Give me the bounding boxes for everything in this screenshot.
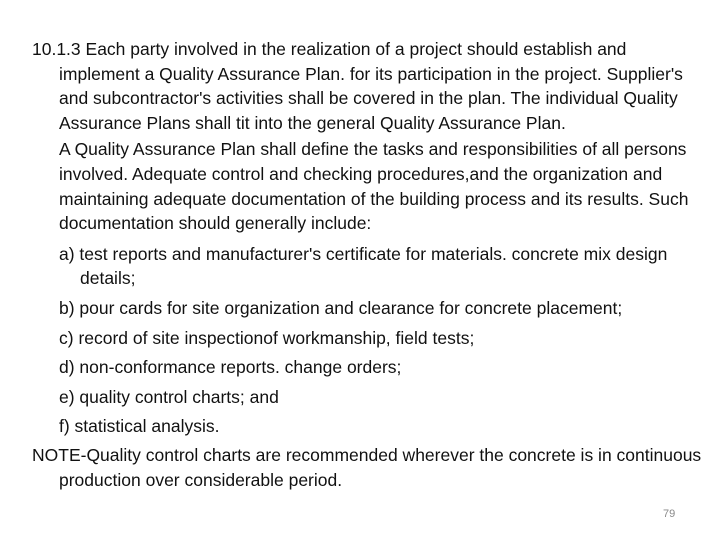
documentation-list [32,242,702,439]
list-item: d) non-conformance reports. change orders; [59,357,402,378]
list-item: f) statistical analysis. [59,416,220,437]
list-item: b) pour cards for site organization and clearance for concrete placement; [59,297,623,318]
list-item: a) test reports and manufacturer's certificate for materials. concrete mix design details; [59,243,668,289]
page-number: 79 [663,508,676,520]
slide-content [32,37,702,492]
list-item: c) record of site inspectionof workmanship, field tests; [59,327,475,348]
list-item: e) quality control charts; and [59,386,279,407]
quality-plan-definition-paragraph: A Quality Assurance Plan shall define the tasks and responsibilities of all persons involved. Adequate control and checking procedures,and the organization and maintaining adequate documentation of the building process and its results. Such documentation should generally include: [59,139,689,234]
note-paragraph: NOTE-Quality control charts are recommended wherever the concrete is in continuous production over considerable period. [32,444,702,490]
clause-10-1-3-paragraph: 10.1.3 Each party involved in the realization of a project should establish and implement a Quality Assurance Plan. for its participation in the project. Supplier's and subcontractor's activities shall be covered in the plan. The individual Quality Assurance Plans shall tit into the general Quality Assurance Plan. [32,39,683,133]
